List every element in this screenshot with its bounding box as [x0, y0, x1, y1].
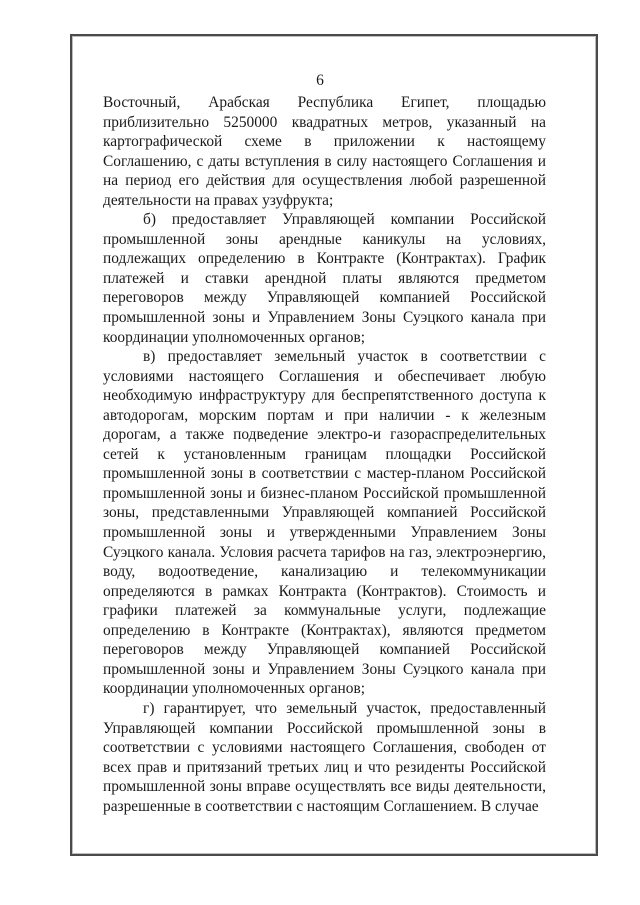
- document-body: [103, 93, 546, 816]
- paragraph-clause-b: б) предоставляет Управляющей компании Российской промышленной зоны арендные каникулы на условиях, подлежащих определению в Контракте (Контрактах). График платежей и ставки арендной платы являются предметом переговоров между Управляющей компанией Российской промышленной зоны и Управлением Зоны Суэцкого канала при координации уполномоченных органов;: [103, 211, 546, 346]
- page-number: 6: [316, 72, 324, 89]
- paragraph-intro-continuation: Восточный, Арабская Республика Египет, площадью приблизительно 5250000 квадратных метров, указанный на картографической схеме в приложении к настоящему Соглашению, с даты вступления в силу настоящего Соглашения и на период его действия для осуществления любой разрешенной деятельности на правах узуфрукта;: [103, 94, 546, 209]
- paragraph-clause-g: г) гарантирует, что земельный участок, предоставленный Управляющей компании Российской промышленной зоны в соответствии с условиями настоящего Соглашения, свободен от всех прав и притязаний третьих лиц и что резиденты Российской промышленной зоны вправе осуществлять все виды деятельности, разрешенные в соответствии с настоящим Соглашением. В случае: [103, 699, 546, 815]
- paragraph-clause-v: в) предоставляет земельный участок в соответствии с условиями настоящего Соглашения и обеспечивает любую необходимую инфраструктуру для беспрепятственного доступа к автодорогам, морским портам и при наличии - к железным дорогам, а также подведение электро-и газораспределительных сетей к установленным границам площадки Российской промышленной зоны в соответствии с мастер-планом Российской промышленной зоны и бизнес-планом Российской промышленной зоны, представленными Управляющей компанией Российской промышленной зоны и утвержденными Управлением Зоны Суэцкого канала. Условия расчета тарифов на газ, электроэнергию, воду, водоотведение, канализацию и телекоммуникации определяются в рамках Контракта (Контрактов). Стоимость и графики платежей за коммунальные услуги, подлежащие определению в Контракте (Контрактах), являются предметом переговоров между Управляющей компанией Российской промышленной зоны и Управлением Зоны Суэцкого канала при координации уполномоченных органов;: [103, 348, 546, 698]
